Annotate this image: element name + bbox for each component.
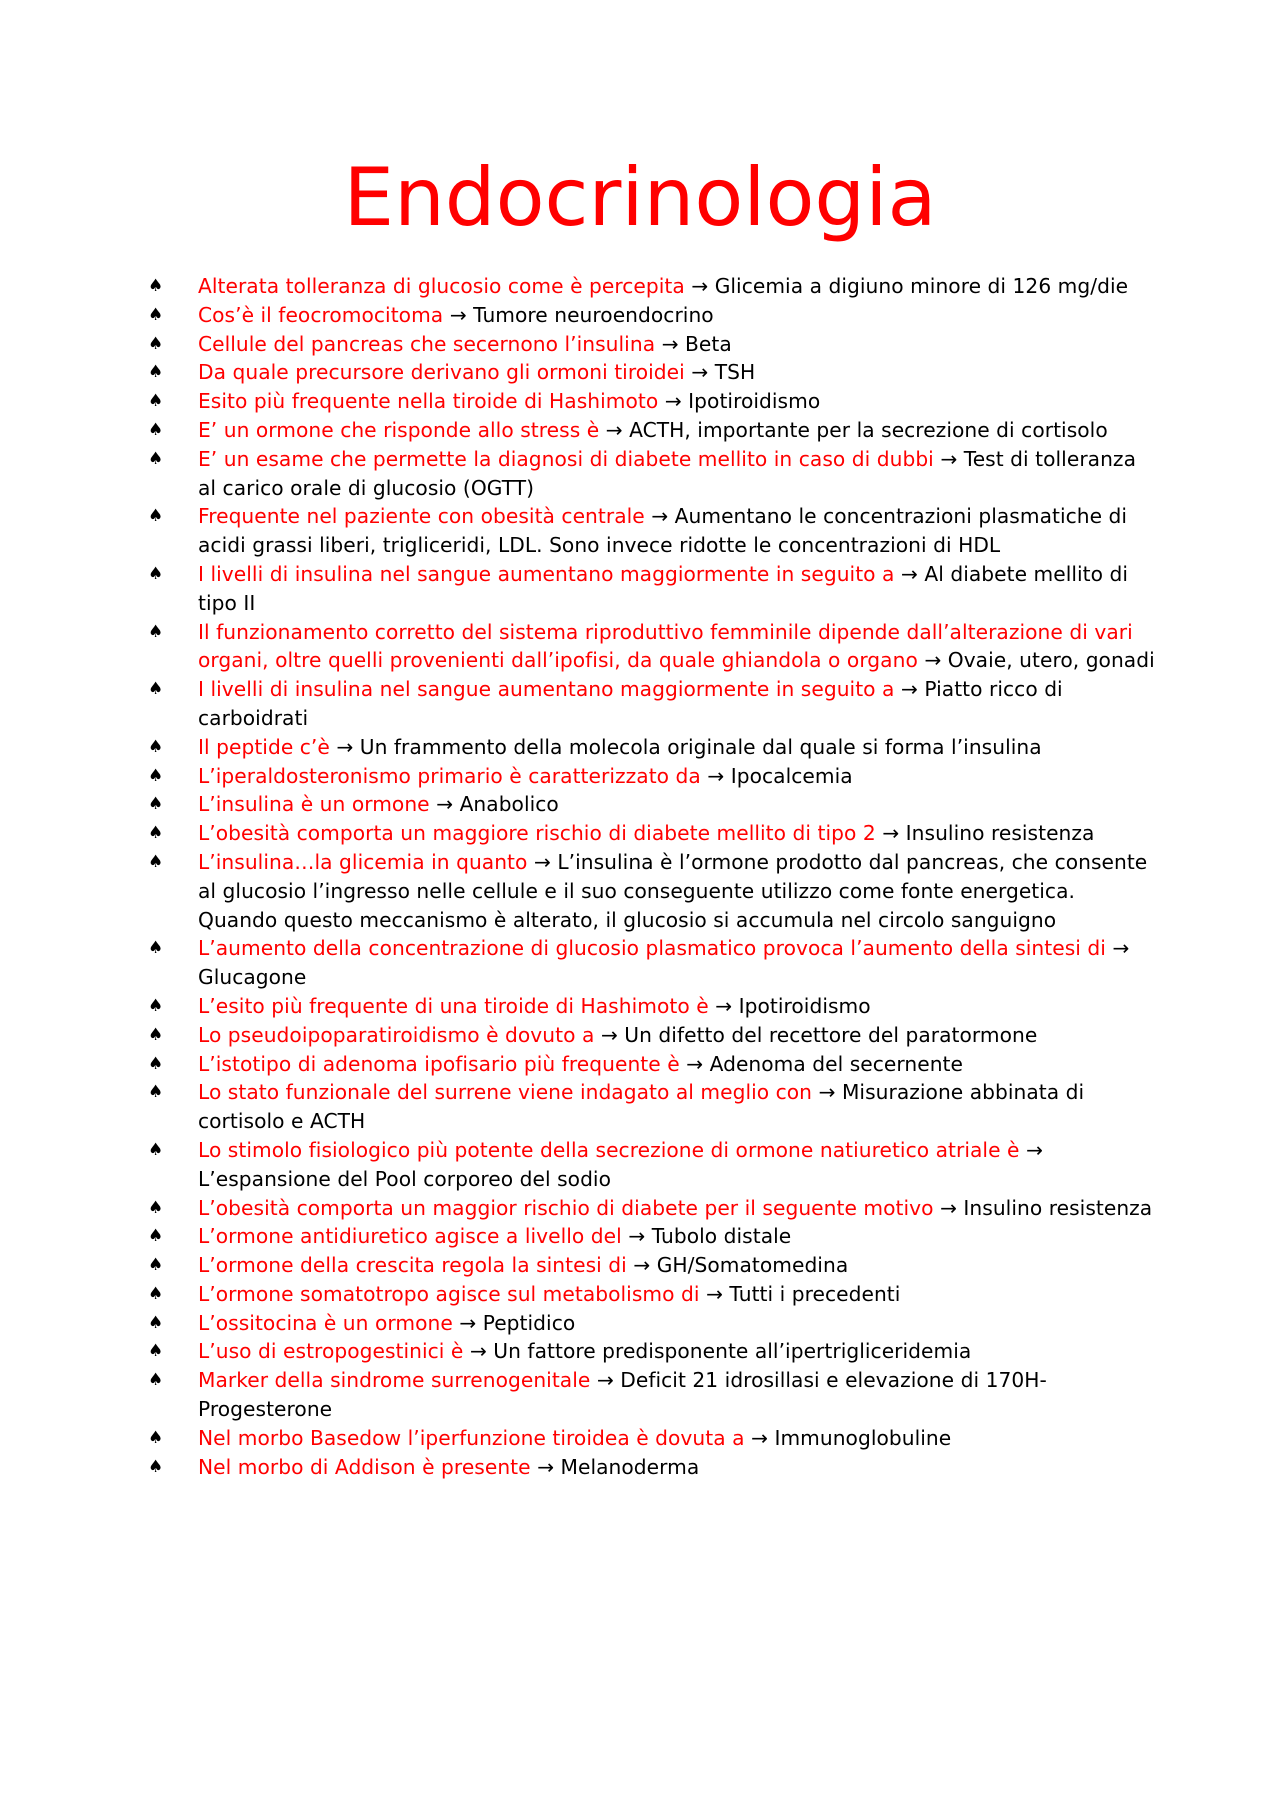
answer-text: Un frammento della molecola originale dal quale si forma l’insulina xyxy=(359,734,1042,759)
list-item xyxy=(148,387,1158,416)
spade-bullet-icon: ♠ xyxy=(148,1312,164,1333)
arrow-icon: → xyxy=(818,1080,836,1105)
question-text: Marker della sindrome surrenogenitale xyxy=(198,1368,591,1393)
spade-bullet-icon: ♠ xyxy=(148,276,164,296)
spade-bullet-icon: ♠ xyxy=(148,333,164,354)
arrow-icon: → xyxy=(940,446,958,471)
answer-text: Misurazione abbinata di cortisolo e ACTH xyxy=(198,1080,1085,1134)
question-text: L’uso di estropogestinici è xyxy=(198,1339,464,1364)
arrow-icon: → xyxy=(449,302,467,327)
list-item xyxy=(148,790,1158,819)
question-text: Lo stimolo fisiologico più potente della secrezione di ormone natiuretico atriale è xyxy=(198,1137,1020,1162)
list-item xyxy=(148,1309,1158,1338)
arrow-icon: → xyxy=(900,677,918,702)
arrow-icon: → xyxy=(664,389,682,414)
arrow-icon: → xyxy=(469,1339,487,1364)
arrow-icon: → xyxy=(459,1310,477,1335)
list-item xyxy=(148,1194,1158,1223)
arrow-icon: → xyxy=(715,993,733,1018)
arrow-icon: → xyxy=(900,561,918,586)
list-item xyxy=(148,416,1158,445)
answer-text: Anabolico xyxy=(459,792,559,817)
question-text: Lo stato funzionale del surrene viene indagato al meglio con xyxy=(198,1080,813,1105)
answer-text: Ovaie, utero, gonadi xyxy=(947,648,1155,673)
question-text: L’insulina è un ormone xyxy=(198,792,430,817)
arrow-icon: → xyxy=(633,1253,651,1278)
question-text: E’ un ormone che risponde allo stress è xyxy=(198,417,600,442)
arrow-icon: → xyxy=(605,417,623,442)
answer-text: Melanoderma xyxy=(560,1454,700,1479)
arrow-icon: → xyxy=(628,1224,646,1249)
answer-text: Peptidico xyxy=(482,1310,576,1335)
arrow-icon: → xyxy=(691,274,709,298)
arrow-icon: → xyxy=(533,849,551,874)
question-text: Il peptide c’è xyxy=(198,734,330,759)
question-text: L’ormone della crescita regola la sintesi di xyxy=(198,1253,627,1278)
arrow-icon: → xyxy=(707,763,725,788)
answer-text: L’espansione del Pool corporeo del sodio xyxy=(198,1166,611,1191)
arrow-icon: → xyxy=(1025,1137,1043,1162)
list-item xyxy=(148,992,1158,1021)
answer-text: Insulino resistenza xyxy=(963,1195,1153,1220)
answer-text: Glucagone xyxy=(198,965,307,990)
answer-text: Deficit 21 idrosillasi e elevazione di 170H-Progesterone xyxy=(198,1368,1047,1422)
spade-bullet-icon: ♠ xyxy=(148,506,164,527)
question-text: L’insulina…la glicemia in quanto xyxy=(198,849,528,874)
spade-bullet-icon: ♠ xyxy=(148,736,164,757)
list-item xyxy=(148,1424,1158,1453)
qa-list xyxy=(148,272,1158,1481)
spade-bullet-icon: ♠ xyxy=(148,1341,164,1362)
answer-text: Piatto ricco di carboidrati xyxy=(198,677,1063,730)
spade-bullet-icon: ♠ xyxy=(148,1053,164,1074)
answer-text: Adenoma del secernente xyxy=(709,1051,963,1076)
arrow-icon: → xyxy=(651,504,669,529)
question-text: L’ormone antidiuretico agisce a livello del xyxy=(198,1224,622,1249)
list-item xyxy=(148,762,1158,791)
question-text: Nel morbo Basedow l’iperfunzione tiroidea è dovuta a xyxy=(198,1425,745,1450)
list-item xyxy=(148,1050,1158,1079)
question-text: L’istotipo di adenoma ipofisario più frequente è xyxy=(198,1051,680,1076)
arrow-icon: → xyxy=(705,1281,723,1306)
spade-bullet-icon: ♠ xyxy=(148,1283,164,1304)
question-text: E’ un esame che permette la diagnosi di diabete mellito in caso di dubbi xyxy=(198,446,934,471)
arrow-icon: → xyxy=(537,1454,555,1479)
question-text: Il funzionamento corretto del sistema riproduttivo femminile dipende dall’alterazione di vari organi, oltre quelli provenienti dall’ipofisi, da quale ghiandola o organo xyxy=(198,619,1133,673)
list-item xyxy=(148,1136,1158,1194)
spade-bullet-icon: ♠ xyxy=(148,419,164,440)
spade-bullet-icon: ♠ xyxy=(148,362,164,383)
question-text: Frequente nel paziente con obesità centrale xyxy=(198,504,645,529)
arrow-icon: → xyxy=(600,1022,618,1047)
spade-bullet-icon: ♠ xyxy=(148,1226,164,1247)
question-text: Cos’è il feocromocitoma xyxy=(198,302,444,327)
spade-bullet-icon: ♠ xyxy=(148,938,164,959)
arrow-icon: → xyxy=(686,1051,704,1076)
question-text: Nel morbo di Addison è presente xyxy=(198,1454,531,1479)
list-item xyxy=(148,675,1158,733)
question-text: L’ormone somatotropo agisce sul metabolismo di xyxy=(198,1281,700,1306)
list-item xyxy=(148,618,1158,676)
answer-text: Ipocalcemia xyxy=(730,763,853,788)
spade-bullet-icon: ♠ xyxy=(148,1197,164,1218)
arrow-icon: → xyxy=(596,1368,614,1393)
list-item xyxy=(148,1337,1158,1366)
answer-text: Tumore neuroendocrino xyxy=(473,302,714,327)
question-text: L’iperaldosteronismo primario è caratterizzato da xyxy=(198,763,701,788)
list-item xyxy=(148,301,1158,330)
list-item xyxy=(148,1280,1158,1309)
spade-bullet-icon: ♠ xyxy=(148,621,164,642)
answer-text: Immunoglobuline xyxy=(774,1425,952,1450)
answer-text: Tubolo distale xyxy=(651,1224,792,1249)
list-item xyxy=(148,1453,1158,1482)
answer-text: Tutti i precedenti xyxy=(729,1281,901,1306)
answer-text: Un difetto del recettore del paratormone xyxy=(624,1022,1038,1047)
answer-text: Test di tolleranza al carico orale di glucosio (OGTT) xyxy=(198,446,1136,500)
question-text: L’aumento della concentrazione di glucosio plasmatico provoca l’aumento della sintesi di xyxy=(198,936,1106,961)
question-text: I livelli di insulina nel sangue aumentano maggiormente in seguito a xyxy=(198,561,895,586)
answer-text: TSH xyxy=(714,360,756,385)
arrow-icon: → xyxy=(924,648,942,673)
list-item xyxy=(148,733,1158,762)
question-text: Cellule del pancreas che secernono l’insulina xyxy=(198,331,656,356)
list-item xyxy=(148,1366,1158,1424)
question-text: L’obesità comporta un maggiore rischio di diabete mellito di tipo 2 xyxy=(198,821,876,846)
spade-bullet-icon: ♠ xyxy=(148,765,164,786)
spade-bullet-icon: ♠ xyxy=(148,794,164,815)
question-text: Esito più frequente nella tiroide di Hashimoto xyxy=(198,389,659,414)
list-item xyxy=(148,560,1158,618)
spade-bullet-icon: ♠ xyxy=(148,1139,164,1160)
spade-bullet-icon: ♠ xyxy=(148,563,164,584)
spade-bullet-icon: ♠ xyxy=(148,823,164,844)
spade-bullet-icon: ♠ xyxy=(148,1082,164,1103)
answer-text: Un fattore predisponente all’ipertrigliceridemia xyxy=(493,1339,972,1364)
answer-text: Aumentano le concentrazioni plasmatiche di acidi grassi liberi, trigliceridi, LDL. Sono invece ridotte le concentrazioni di HDL xyxy=(198,504,1128,558)
answer-text: Al diabete mellito di tipo II xyxy=(198,561,1129,615)
list-item xyxy=(148,330,1158,359)
spade-bullet-icon: ♠ xyxy=(148,448,164,469)
spade-bullet-icon: ♠ xyxy=(148,1456,164,1477)
list-item xyxy=(148,502,1158,560)
question-text: Alterata tolleranza di glucosio come è percepita xyxy=(198,274,685,298)
list-item xyxy=(148,934,1158,992)
arrow-icon: → xyxy=(436,792,454,817)
answer-text: Insulino resistenza xyxy=(905,821,1095,846)
arrow-icon: → xyxy=(691,360,709,385)
arrow-icon: → xyxy=(882,821,900,846)
question-text: Lo pseudoipoparatiroidismo è dovuto a xyxy=(198,1022,595,1047)
answer-text: Glicemia a digiuno minore di 126 mg/die xyxy=(714,274,1129,298)
answer-text: L’insulina è l’ormone prodotto dal pancreas, che consente al glucosio l’ingresso nelle cellule e il suo conseguente utilizzo come fonte energetica. Quando questo meccanismo è alterato, il glucosio si accumula nel circolo sanguigno xyxy=(198,849,1148,932)
answer-text: Beta xyxy=(685,331,732,356)
spade-bullet-icon: ♠ xyxy=(148,391,164,412)
arrow-icon: → xyxy=(751,1425,768,1450)
spade-bullet-icon: ♠ xyxy=(148,1370,164,1391)
list-item xyxy=(148,819,1158,848)
arrow-icon: → xyxy=(336,734,354,759)
answer-text: Ipotiroidismo xyxy=(688,389,821,414)
list-item xyxy=(148,272,1158,301)
list-item xyxy=(148,445,1158,503)
list-item xyxy=(148,848,1158,934)
arrow-icon: → xyxy=(661,331,679,356)
spade-bullet-icon: ♠ xyxy=(148,995,164,1016)
spade-bullet-icon: ♠ xyxy=(148,1427,164,1448)
spade-bullet-icon: ♠ xyxy=(148,679,164,700)
answer-text: ACTH, importante per la secrezione di cortisolo xyxy=(629,417,1108,442)
question-text: L’obesità comporta un maggior rischio di diabete per il seguente motivo xyxy=(198,1195,934,1220)
question-text: Da quale precursore derivano gli ormoni tiroidei xyxy=(198,360,685,385)
spade-bullet-icon: ♠ xyxy=(148,1024,164,1045)
answer-text: Ipotiroidismo xyxy=(738,993,871,1018)
answer-text: GH/Somatomedina xyxy=(656,1253,849,1278)
list-item xyxy=(148,1021,1158,1050)
list-item xyxy=(148,358,1158,387)
question-text: I livelli di insulina nel sangue aumentano maggiormente in seguito a xyxy=(198,677,895,702)
spade-bullet-icon: ♠ xyxy=(148,304,164,325)
question-text: L’ossitocina è un ormone xyxy=(198,1310,453,1335)
list-item xyxy=(148,1222,1158,1251)
arrow-icon: → xyxy=(939,1195,957,1220)
spade-bullet-icon: ♠ xyxy=(148,1255,164,1276)
list-item xyxy=(148,1078,1158,1136)
spade-bullet-icon: ♠ xyxy=(148,851,164,872)
question-text: L’esito più frequente di una tiroide di Hashimoto è xyxy=(198,993,709,1018)
arrow-icon: → xyxy=(1112,936,1130,961)
page-title: Endocrinologia xyxy=(343,151,937,244)
list-item xyxy=(148,1251,1158,1280)
